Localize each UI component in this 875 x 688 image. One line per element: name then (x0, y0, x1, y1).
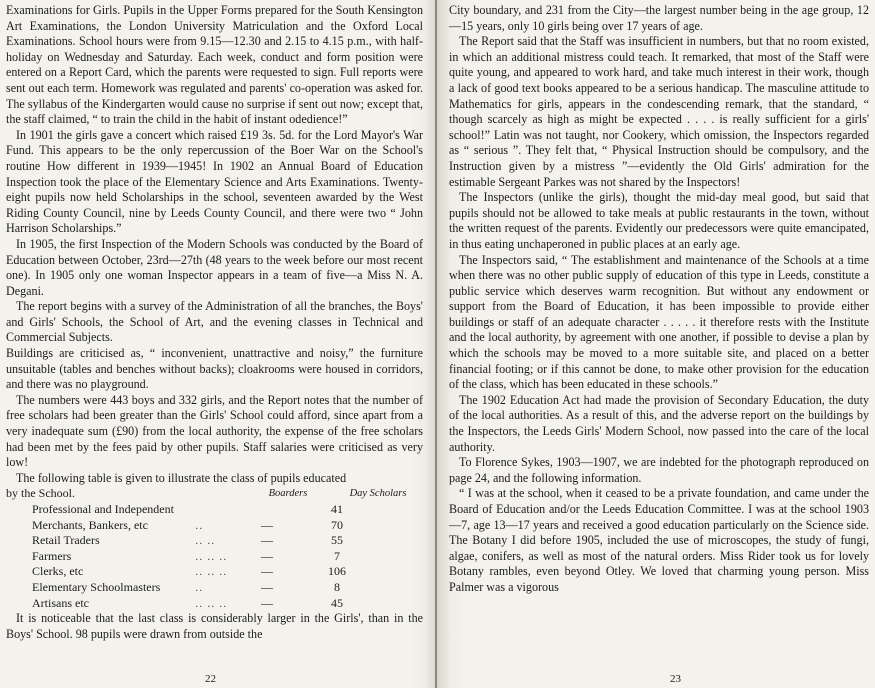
left-page-text (6, 3, 423, 642)
boarders-header: Boarders (268, 488, 308, 500)
paragraph: The Report said that the Staff was insufficient in numbers, but that no room existed, in which an additional mistress could teach. It remarked, that most of the Staff were quite young, and appeared to work hard, and take much interest in their work, though a lack of good text books appeared to be a serious handicap. The masculine attitude to Mathematics for girls, appears in the condescending remark, that the standard, “ though scarcely as high as might be expected . . . . is really sufficient for a girls' school!” Latin was not taught, nor Cookery, which omission, the Inspectors regarded as “ serious ”. They felt that, “ Physical Instruction should be compulsory, and the Instruction given by a mistress ”—evidently the Old Girls' admiration for the estimable Sergeant Parkes was not shared by the Inspectors! (449, 34, 869, 189)
table-intro: The following table is given to illustrate the class of pupils educated (16, 470, 347, 485)
table-row (32, 549, 372, 565)
row-day: 41 (331, 502, 343, 516)
row-dots: .. .. .. (195, 564, 228, 579)
paragraph: In 1901 the girls gave a concert which raised £19 3s. 5d. for the Lord Mayor's War Fund. This appears to be the only repercussion of the Boer War on the School's routine How different in 1939—1945! In 1902 an Annual Board of Education Inspection took the place of the Elementary Science and Arts Examinations. Twenty-eight pupils now held Scholarships in the school, seventeen awarded by the West Riding County Council, nine by Leeds County Council, and there were two “ John Harrison Scholarships.” (6, 127, 423, 236)
paragraph: “ I was at the school, when it ceased to be a private foundation, and came under the Board of Education and/or the Leeds Education Committee. I was at the school 1903—7, age 13—17 years and received a good education particularly on the Science side. The Botany I did before 1905, included the use of microscopes, the study of fungi, algae, conifers, as well as most of the natural orders. Miss Rider took us for lovely Botany rambles, even beyond Otley. We loved that charming young person. Miss Palmer was a vigorous (449, 486, 869, 594)
right-page-text (449, 3, 869, 596)
paragraph: City boundary, and 231 from the City—the largest number being in the age group, 12—15 years, only 10 girls being over 17 years of age. (449, 3, 869, 33)
pupil-class-table (32, 502, 372, 611)
table-row (32, 533, 372, 549)
page-number: 23 (670, 673, 681, 685)
row-day: 106 (328, 564, 346, 579)
table-row (32, 518, 372, 534)
row-dots: .. (195, 579, 204, 594)
paragraph: Examinations for Girls. Pupils in the Upper Forms prepared for the South Kensington Art Examinations, the London University Matriculation and the Oxford Local Examinations. School hours were from 9.15—12.30 and 2.15 to 4.15 p.m., with half-holiday on Wednesday and Saturday. Each week, conduct and form position were entered on a Report Card, which the parents were requested to sign. Full reports were sent out each term. Homework was regulated and parents' co-operation was asked for. The syllabus of the Kindergarten would cause no surprise if sent out now; except that, the staff claimed, “ to train the child in the habit of instant odedience!” (6, 3, 423, 127)
page-number: 22 (205, 673, 216, 685)
table-row (32, 596, 372, 612)
row-label: Professional and Independent (32, 502, 174, 516)
row-boarders: — (261, 579, 273, 594)
left-page (0, 0, 437, 688)
right-page (437, 0, 875, 688)
row-label: Clerks, etc (32, 564, 84, 579)
paragraph: Buildings are criticised as, “ inconvenient, unattractive and noisy,” the furniture unsuitable (tables and benches without backs); cloakrooms were housed in corridors, and there was no playground. (6, 346, 423, 392)
row-day: 8 (334, 579, 340, 594)
row-boarders (232, 502, 302, 518)
row-boarders: — (261, 548, 273, 563)
row-boarders: — (261, 564, 273, 579)
paragraph: The Inspectors (unlike the girls), thought the mid-day meal good, but said that pupils should not be allowed to take meals at public restaurants in the town, without the written request of the parents. Evidently our predecessors were quite emancipated, in thus eating unchaperoned in public places at an early age. (449, 190, 869, 251)
row-day: 45 (331, 595, 343, 610)
row-dots: .. (195, 517, 204, 532)
row-dots: .. .. (195, 533, 216, 548)
paragraph: In 1905, the first Inspection of the Modern Schools was conducted by the Board of Education between October, 23rd—27th (48 years to the week before our most recent one). In 1905 only one woman Inspector appears in a team of five—a Miss N. A. Degani. (6, 236, 423, 298)
row-label: Merchants, Bankers, etc (32, 517, 148, 532)
paragraph: To Florence Sykes, 1903—1907, we are indebted for the photograph reproduced on page 24, and the following information. (449, 455, 869, 485)
row-boarders: — (261, 533, 273, 548)
day-scholars-header: Day Scholars (349, 488, 407, 500)
row-boarders: — (261, 517, 273, 532)
paragraph: The Inspectors said, “ The establishment and maintenance of the Schools at a time when there was no other public supply of education of this type in Leeds, constitute a public service which deserves warm recognition. But without any endowment or support from the Board of Education, it has been impossible to provide either buildings or staff of an adequate character . . . . . it therefore rests with the Institute and the local authority, by agreement with one another, if possible to devise a plan by which the schools may be moved to a more suitable site, and placed on a better financial footing; or if this cannot be done, to make other provision for the education of the class, which has been educated in these schools.” (449, 252, 869, 392)
paragraph: It is noticeable that the last class is considerably larger in the Girls', than in the Boys' School. 98 pupils were drawn from outside the (6, 611, 423, 641)
row-boarders: — (261, 595, 273, 610)
row-day: 7 (334, 548, 340, 563)
table-row (32, 564, 372, 580)
paragraph: The numbers were 443 boys and 332 girls, and the Report notes that the number of free scholars had been greater than the Girls' School could afford, since apart from a very inadequate sum (£90) from the local authority, the expense of the free scholars had been met by the fees paid by other pupils. Staff salaries were criticised as very low! (6, 392, 423, 470)
row-label: Farmers (32, 548, 72, 563)
row-dots: .. .. .. (195, 548, 228, 563)
row-dots: .. .. .. (195, 595, 228, 610)
row-label: Retail Traders (32, 533, 100, 548)
table-intro-cont: by the School. (6, 486, 75, 501)
table-row (32, 580, 372, 596)
row-day: 70 (331, 517, 343, 532)
row-dots (195, 502, 232, 518)
table-header (6, 486, 423, 502)
paragraph: The report begins with a survey of the Administration of all the branches, the Boys' and Girls' Schools, the School of Art, and the evening classes in Technical and Commercial Subjects. (6, 299, 423, 345)
row-day: 55 (331, 533, 343, 548)
row-label: Artisans etc (32, 595, 89, 610)
row-label: Elementary Schoolmasters (32, 579, 161, 594)
paragraph: The 1902 Education Act had made the provision of Secondary Education, the duty of the local authorities. As a result of this, and the adverse report on the buildings by the Inspectors, the Leeds Girls' Modern School, now passed into the care of the local authority. (449, 392, 869, 454)
table-row (32, 502, 372, 518)
